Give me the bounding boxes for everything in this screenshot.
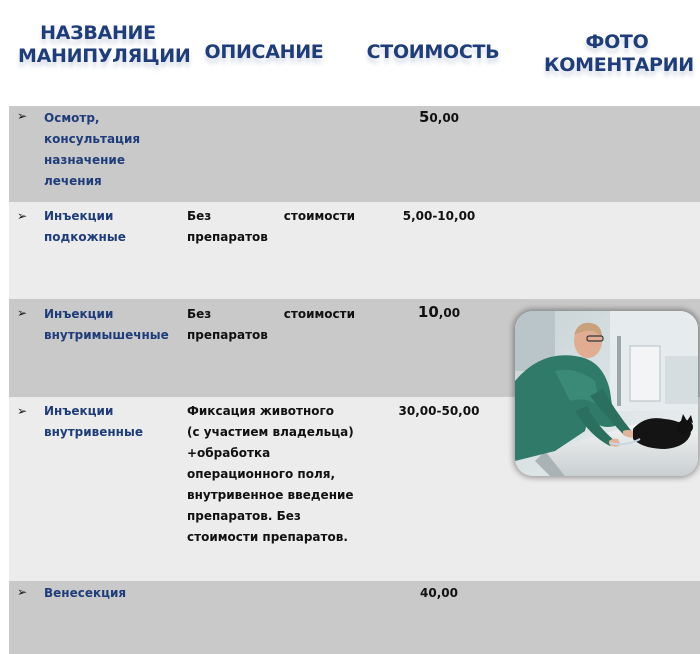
- header-cost: СТОИМОСТЬ: [366, 41, 500, 63]
- header-photo-line1: ФОТО: [585, 31, 649, 53]
- service-description: Фиксация животного (с участием владельца) +обработка операционного поля, внутривенное введение препаратов. Без стоимости препаратов.: [187, 404, 354, 544]
- bullet-arrow-icon: ➢: [17, 209, 28, 223]
- header-name-line2: МАНИПУЛЯЦИИ: [18, 45, 191, 67]
- bullet-arrow-icon: ➢: [17, 306, 28, 320]
- service-description: Без стоимости препаратов: [187, 307, 355, 342]
- header-photo: [544, 31, 694, 77]
- veterinarian-with-cat-photo: [515, 311, 698, 476]
- service-name: Венесекция: [44, 586, 127, 600]
- header-photo-line2: КОМЕНТАРИИ: [544, 54, 694, 76]
- header-name: [18, 22, 191, 68]
- service-name: Инъекции подкожные: [44, 209, 126, 244]
- service-price: 50,00: [418, 108, 460, 126]
- service-price: 30,00-50,00: [398, 404, 480, 418]
- service-price: 40,00: [420, 586, 458, 600]
- service-price: 10,00: [417, 303, 461, 321]
- table-row: [9, 202, 700, 299]
- table-row: [9, 581, 700, 654]
- service-name: Инъекции внутримышечные: [44, 307, 169, 342]
- bullet-arrow-icon: ➢: [17, 109, 28, 123]
- service-name: Осмотр, консультация назначение лечения: [44, 111, 141, 188]
- table-row: [9, 106, 700, 202]
- service-description: Без стоимости препаратов: [187, 209, 355, 244]
- service-price: 5,00-10,00: [402, 209, 476, 223]
- bullet-arrow-icon: ➢: [17, 585, 28, 599]
- header-name-line1: НАЗВАНИЕ: [40, 22, 156, 44]
- service-name: Инъекции внутривенные: [44, 404, 143, 439]
- bullet-arrow-icon: ➢: [17, 404, 28, 418]
- header-description: ОПИСАНИЕ: [204, 41, 324, 63]
